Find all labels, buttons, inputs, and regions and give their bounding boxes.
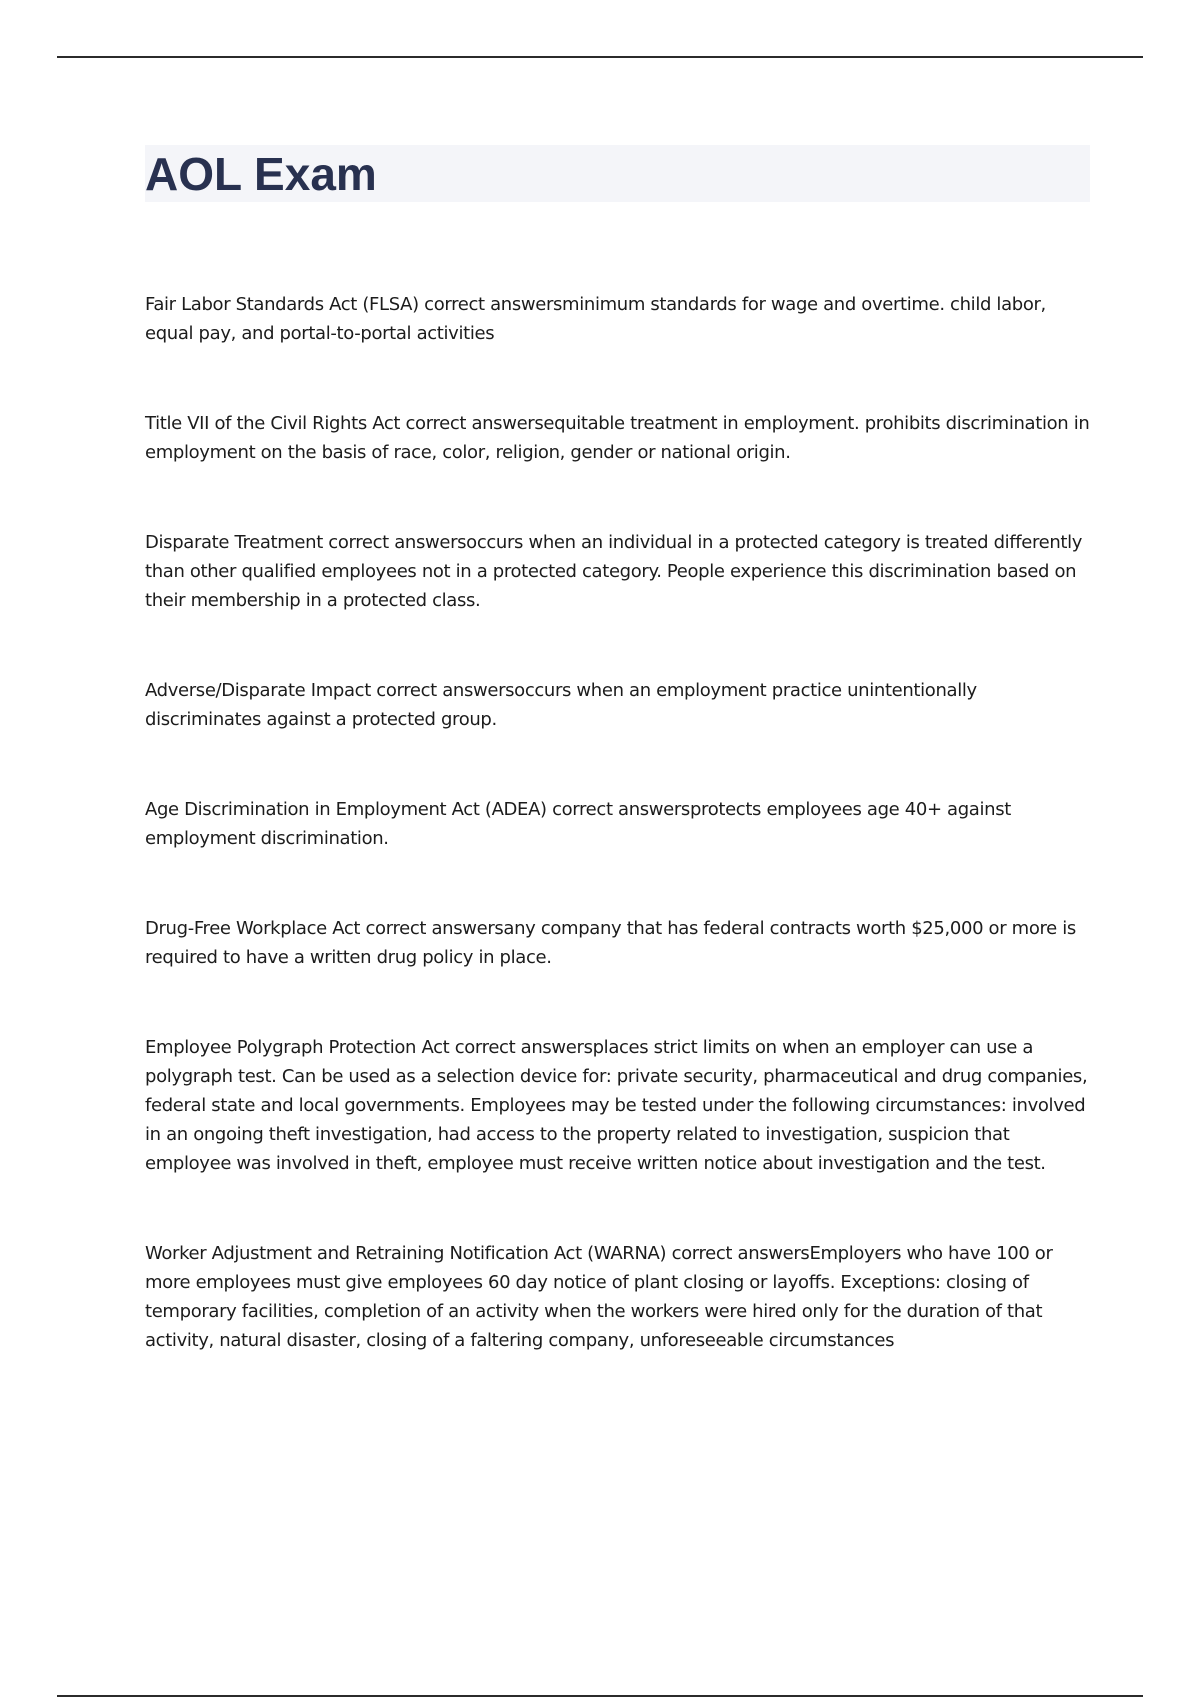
footer-rule — [57, 1695, 1143, 1697]
flashcard-entry-warna: Worker Adjustment and Retraining Notification Act (WARNA) correct answersEmployers who have 100 or more employees must give employees 60 day notice of plant closing or layoffs. Exceptions: closing of temporary facilities, completion of an activity when the workers were hired only for the duration of that activity, natural disaster, closing of a faltering company, unforeseeable circumstances — [145, 1243, 1053, 1351]
flashcard-entry-disparate-treatment: Disparate Treatment correct answersoccurs when an individual in a protected category is treated differently than other qualified employees not in a protected category. People experience this discrimination based on their membership in a protected class. — [145, 532, 1083, 611]
flashcard-list — [145, 290, 1095, 1355]
flashcard-entry-disparate-impact: Adverse/Disparate Impact correct answersoccurs when an employment practice unintentionally discriminates against a protected group. — [145, 680, 977, 730]
flashcard-entry-polygraph-protection: Employee Polygraph Protection Act correct answersplaces strict limits on when an employer can use a polygraph test. Can be used as a selection device for: private security, pharmaceutical and drug companies, federal state and local governments. Employees may be tested under the following circumstances: involved in an ongoing theft investigation, had access to the property related to investigation, suspicion that employee was involved in theft, employee must receive written notice about investigation and the test. — [145, 1037, 1088, 1174]
flashcard-entry-title-vii: Title VII of the Civil Rights Act correct answersequitable treatment in employment. prohibits discrimination in employment on the basis of race, color, religion, gender or national origin. — [145, 413, 1090, 463]
flashcard-entry-adea: Age Discrimination in Employment Act (ADEA) correct answersprotects employees age 40+ against employment discrimination. — [145, 799, 1011, 849]
flashcard-entry-flsa: Fair Labor Standards Act (FLSA) correct answersminimum standards for wage and overtime. child labor, equal pay, and portal-to-portal activities — [145, 294, 1046, 344]
page-title: AOL Exam — [145, 148, 377, 200]
flashcard-entry-drug-free-workplace: Drug-Free Workplace Act correct answersany company that has federal contracts worth $25,000 or more is required to have a written drug policy in place. — [145, 918, 1076, 968]
header-rule — [57, 56, 1143, 58]
